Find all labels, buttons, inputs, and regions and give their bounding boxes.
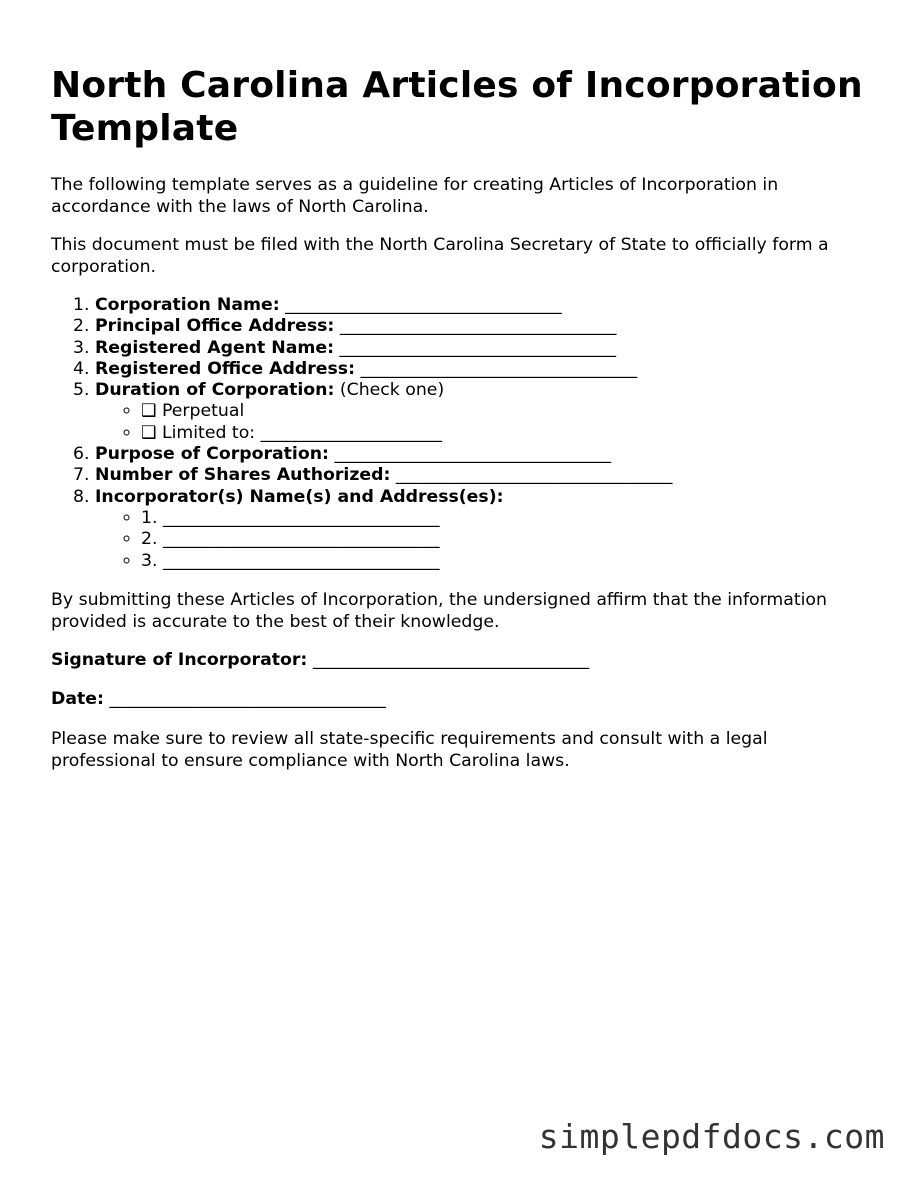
- closing-paragraph: Please make sure to review all state-specific requirements and consult with a legal professional to ensure compliance with North Carolina laws.: [51, 729, 768, 771]
- blank-line: ________________________________: [395, 465, 673, 486]
- form-fields-list: [51, 295, 672, 572]
- blank-line: ________________________________: [334, 444, 611, 465]
- list-item: [95, 487, 672, 572]
- list-item: [95, 465, 672, 486]
- blank-line: ________________________________: [285, 295, 562, 315]
- list-item: [95, 380, 672, 444]
- blank-line: ________________________________: [339, 316, 617, 337]
- list-item: [95, 359, 672, 380]
- blank-line: ________________________________: [312, 650, 590, 670]
- blank-line: ________________________________: [339, 337, 617, 358]
- signature-line: [51, 650, 589, 672]
- incorporator-lines: [95, 508, 672, 572]
- blank-line: ________________________________: [109, 689, 386, 709]
- watermark: simplepdfdocs.com: [538, 1117, 885, 1156]
- intro-paragraph-1: The following template serves as a guideline for creating Articles of Incorporation in accordance with the laws of North Carolina.: [51, 175, 779, 217]
- list-item: [95, 338, 672, 359]
- incorporator-line-2: ◦ 2. ________________________________: [141, 529, 672, 550]
- field-label: Incorporator(s) Name(s) and Address(es):: [95, 486, 504, 507]
- incorporator-line-3: ◦ 3. ________________________________: [141, 551, 672, 572]
- field-label: Registered Office Address:: [95, 358, 356, 379]
- option-perpetual: ◦ ❑ Perpetual: [141, 401, 672, 422]
- field-label: Principal Office Address:: [95, 316, 335, 337]
- list-item: [95, 295, 672, 316]
- intro-paragraph-2: This document must be filed with the North Carolina Secretary of State to officially form a corporation.: [51, 235, 829, 277]
- field-label: Corporation Name:: [95, 295, 280, 315]
- date-label: Date:: [51, 689, 104, 709]
- field-label: Duration of Corporation:: [95, 380, 335, 401]
- page-title: North Carolina Articles of Incorporation Template: [51, 65, 863, 149]
- list-item: [95, 316, 672, 337]
- blank-line: ________________________________: [360, 358, 638, 379]
- field-label: Number of Shares Authorized:: [95, 465, 391, 486]
- option-limited: ◦ ❑ Limited to: _____________________: [141, 423, 672, 444]
- date-line: [51, 689, 386, 711]
- signature-label: Signature of Incorporator:: [51, 650, 308, 670]
- affirmation-paragraph: By submitting these Articles of Incorporation, the undersigned affirm that the information provided is accurate to the best of their knowledge.: [51, 590, 827, 632]
- duration-options: [95, 401, 672, 444]
- incorporator-line-1: ◦ 1. ________________________________: [141, 508, 672, 529]
- field-label: Purpose of Corporation:: [95, 444, 329, 465]
- field-label: Registered Agent Name:: [95, 337, 335, 358]
- list-item: [95, 444, 672, 465]
- field-hint: (Check one): [339, 380, 445, 401]
